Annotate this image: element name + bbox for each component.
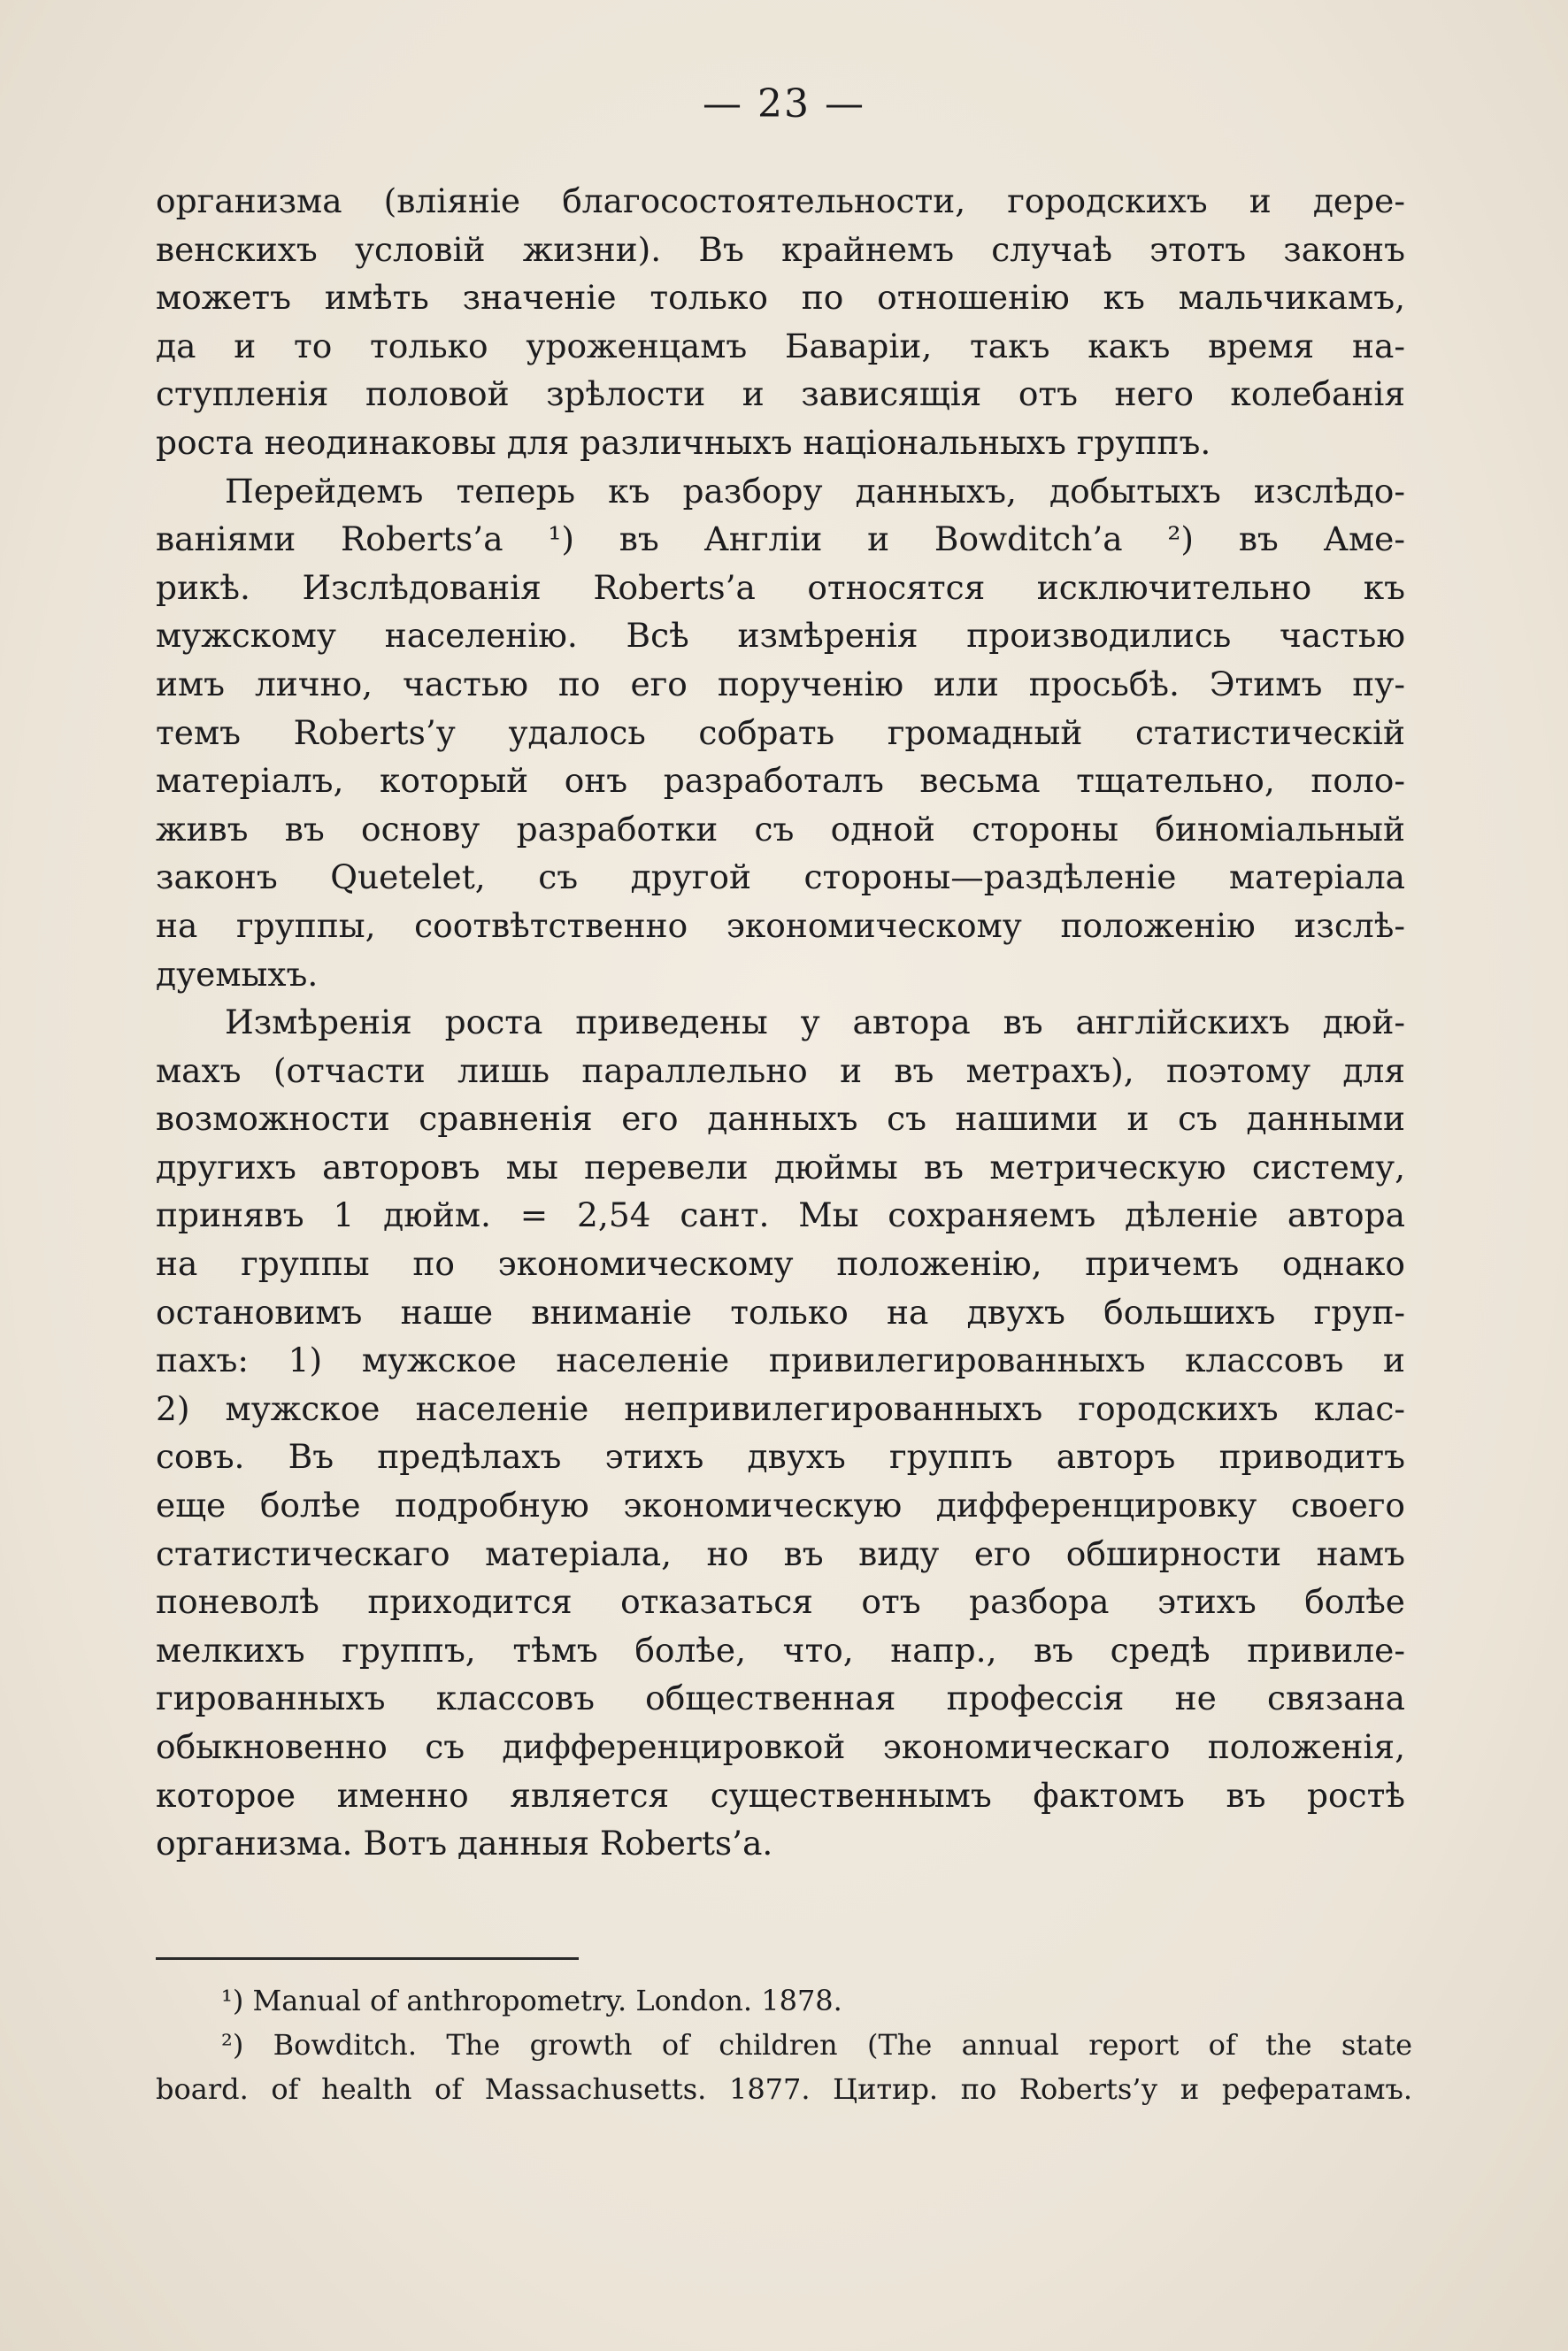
text-line: еще болѣе подробную экономическую дифференцировку своего	[156, 1486, 1405, 1525]
text-line: другихъ авторовъ мы перевели дюймы въ метрическую систему,	[156, 1147, 1405, 1187]
footnote-line: board. of health of Massachusetts. 1877. Цитир. по Roberts’у и рефератамъ.	[156, 2072, 1412, 2106]
text-line: венскихъ условій жизни). Въ крайнемъ случаѣ этотъ законъ	[156, 229, 1405, 269]
text-line: 2) мужское населеніе непривилегированныхъ городскихъ клас-	[156, 1388, 1405, 1428]
text-line: дуемыхъ.	[156, 954, 319, 994]
text-line: обыкновенно съ дифференцировкой экономическаго положенія,	[156, 1727, 1405, 1766]
text-line: статистическаго матеріала, но въ виду его обширности намъ	[156, 1533, 1405, 1573]
text-line: да и то только уроженцамъ Баваріи, такъ какъ время на-	[156, 326, 1405, 365]
footnote-line: ²) Bowditch. The growth of children (The annual report of the state	[221, 2028, 1412, 2062]
text-line: гированныхъ классовъ общественная профессія не связана	[156, 1679, 1405, 1718]
footnotes	[156, 1978, 1412, 2111]
text-line: имъ лично, частью по его порученію или просьбѣ. Этимъ пу-	[156, 664, 1405, 703]
text-line: пахъ: 1) мужское населеніе привилегированныхъ классовъ и	[156, 1341, 1405, 1380]
text-line: остановимъ наше вниманіе только на двухъ большихъ груп-	[156, 1292, 1405, 1332]
text-line: которое именно является существеннымъ фактомъ въ ростѣ	[156, 1775, 1405, 1815]
text-line: ваніями Roberts’а ¹) въ Англіи и Bowditch’а ²) въ Аме-	[156, 519, 1405, 559]
text-line: махъ (отчасти лишь параллельно и въ метрахъ), поэтому для	[156, 1050, 1405, 1090]
body-text	[156, 177, 1405, 1868]
text-line: совъ. Въ предѣлахъ этихъ двухъ группъ авторъ приводитъ	[156, 1437, 1405, 1477]
text-line: можетъ имѣть значеніе только по отношенію къ мальчикамъ,	[156, 278, 1405, 318]
text-line: ступленія половой зрѣлости и зависящія отъ него колебанія	[156, 374, 1405, 414]
text-line: организма (вліяніе благосостоятельности, городскихъ и дере-	[156, 181, 1405, 220]
text-line: на группы по экономическому положенію, причемъ однако	[156, 1244, 1405, 1284]
text-line: темъ Roberts’у удалось собрать громадный статистическій	[156, 712, 1405, 752]
text-line: живъ въ основу разработки съ одной стороны биноміальный	[156, 809, 1405, 849]
text-line: мелкихъ группъ, тѣмъ болѣе, что, напр., въ средѣ привиле-	[156, 1630, 1405, 1670]
footnote-separator	[156, 1957, 579, 1960]
text-line: законъ Quetelet, съ другой стороны—раздѣленіе матеріала	[156, 857, 1405, 897]
text-line: мужскому населенію. Всѣ измѣренія производились частью	[156, 616, 1405, 656]
text-line: Измѣренія роста приведены у автора въ англійскихъ дюй-	[225, 1003, 1405, 1042]
footnote-line: ¹) Manual of anthropometry. London. 1878.	[221, 1984, 842, 2017]
text-line: возможности сравненія его данныхъ съ нашими и съ данными	[156, 1099, 1405, 1139]
text-line: поневолѣ приходится отказаться отъ разбора этихъ болѣе	[156, 1582, 1405, 1622]
text-line: матеріалъ, который онъ разработалъ весьма тщательно, поло-	[156, 761, 1405, 801]
text-line: на группы, соотвѣтственно экономическому положенію изслѣ-	[156, 905, 1405, 945]
text-line: организма. Вотъ данныя Roberts’а.	[156, 1824, 773, 1863]
text-line: принявъ 1 дюйм. = 2,54 сант. Мы сохраняемъ дѣленіе автора	[156, 1195, 1405, 1235]
text-line: роста неодинаковы для различныхъ національныхъ группъ.	[156, 422, 1211, 462]
page-number: — 23 —	[703, 81, 865, 127]
text-line: рикѣ. Изслѣдованія Roberts’а относятся исключительно къ	[156, 567, 1405, 607]
text-line: Перейдемъ теперь къ разбору данныхъ, добытыхъ изслѣдо-	[225, 471, 1405, 511]
